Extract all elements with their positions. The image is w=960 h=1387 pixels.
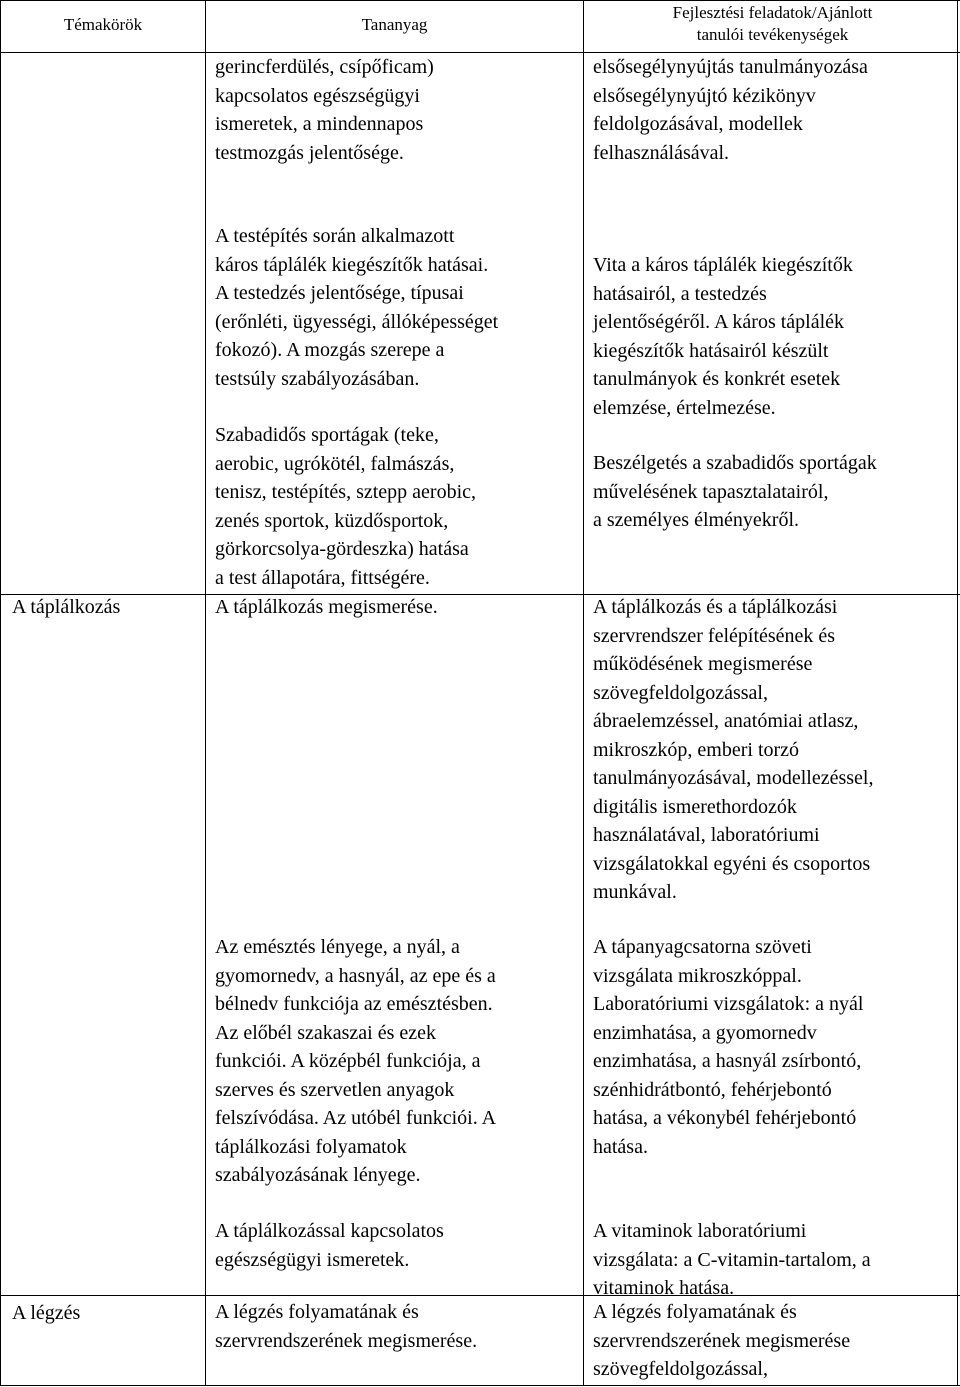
tananyag-legzes: A légzés folyamatának és szervrendszerének megismerése. bbox=[215, 1301, 478, 1352]
feladat-legzes: A légzés folyamatának és szervrendszerének megismerése szövegfeldolgozással, bbox=[593, 1301, 851, 1380]
tananyag-emesztes: Az emésztés lényege, a nyál, a gyomornedv, a hasnyál, az epe és a bélnedv funkciója az emésztésben. Az előbél szakaszai és ezek funkciói. A középbél funkciója, a szerves és szervetlen anyagok felszívódása. Az utóbél funkciói. A táplálkozási folyamatok szabályozásának lényege. bbox=[215, 936, 497, 1186]
header-fejlesztesi-feladatok: Fejlesztési feladatok/Ajánlott tanulói tevékenységek bbox=[672, 3, 873, 44]
tananyag-taplalkozas-egeszseg: A táplálkozással kapcsolatos egészségügyi ismeretek. bbox=[215, 1220, 444, 1271]
tananyag-testepites: A testépítés során alkalmazott káros táplálék kiegészítők hatásai. A testedzés jelentősége, típusai (erőnléti, ügyességi, állóképességet fokozó). A mozgás szerepe a testsúly szabályozásában. bbox=[215, 225, 499, 390]
header-temakorok: Témakörök bbox=[63, 15, 143, 34]
table-border-bottom bbox=[0, 1385, 960, 1386]
table-border-right bbox=[957, 0, 958, 1386]
feladat-vita: Vita a káros táplálék kiegészítők hatásairól, a testedzés jelentőségéről. A káros táplálék kiegészítők hatásairól készült tanulmányok és konkrét esetek elemzése, értelmezése. bbox=[593, 254, 853, 419]
tananyag-taplalkozas-megismerese: A táplálkozás megismerése. bbox=[215, 596, 438, 618]
column-divider-2 bbox=[583, 0, 584, 1386]
table-border-left bbox=[0, 0, 1, 1386]
feladat-elsosegely: elsősegélynyújtás tanulmányozása elsősegélynyújtó kézikönyv feldolgozásával, modellek felhasználásával. bbox=[593, 56, 868, 164]
feladat-beszelgetes: Beszélgetés a szabadidős sportágak művelésének tapasztalatairól, a személyes élményekről. bbox=[593, 452, 877, 531]
topic-legzes: A légzés bbox=[12, 1302, 81, 1324]
feladat-taplalkozasi-szervrendszer: A táplálkozás és a táplálkozási szervrendszer felépítésének és működésének megismerése szövegfeldolgozással, ábraelemzéssel, anatómiai atlasz, mikroszkóp, emberi torzó tanulmányozásával, modellezéssel, digitális ismerethordozók használatával, laboratóriumi vizsgálatokkal egyéni és csoportos munkával. bbox=[593, 596, 874, 903]
feladat-tapanyagcsatorna: A tápanyagcsatorna szöveti vizsgálata mikroszkóppal. Laboratóriumi vizsgálatok: a nyál enzimhatása, a gyomornedv enzimhatása, a hasnyál zsírbontó, szénhidrátbontó, fehérjebontó hatása, a vékonybél fehérjebontó hatása. bbox=[593, 936, 864, 1158]
table-border-top bbox=[0, 0, 960, 1]
header-tananyag: Tananyag bbox=[361, 15, 428, 34]
tananyag-egeszsegugyi-ismeretek: gerincferdülés, csípőficam) kapcsolatos egészségügyi ismeretek, a mindennapos testmozgás jelentősége. bbox=[215, 56, 434, 164]
column-divider-1 bbox=[205, 0, 206, 1386]
topic-taplalkozas: A táplálkozás bbox=[12, 596, 121, 618]
tananyag-szabadidos-sportagak: Szabadidős sportágak (teke, aerobic, ugrókötél, falmászás, tenisz, testépítés, sztepp aerobic, zenés sportok, küzdősportok, görkorcsolya-gördeszka) hatása a test állapotára, fittségére. bbox=[215, 424, 477, 589]
feladat-vitaminok: A vitaminok laboratóriumi vizsgálata: a C-vitamin-tartalom, a vitaminok hatása. bbox=[593, 1220, 871, 1299]
